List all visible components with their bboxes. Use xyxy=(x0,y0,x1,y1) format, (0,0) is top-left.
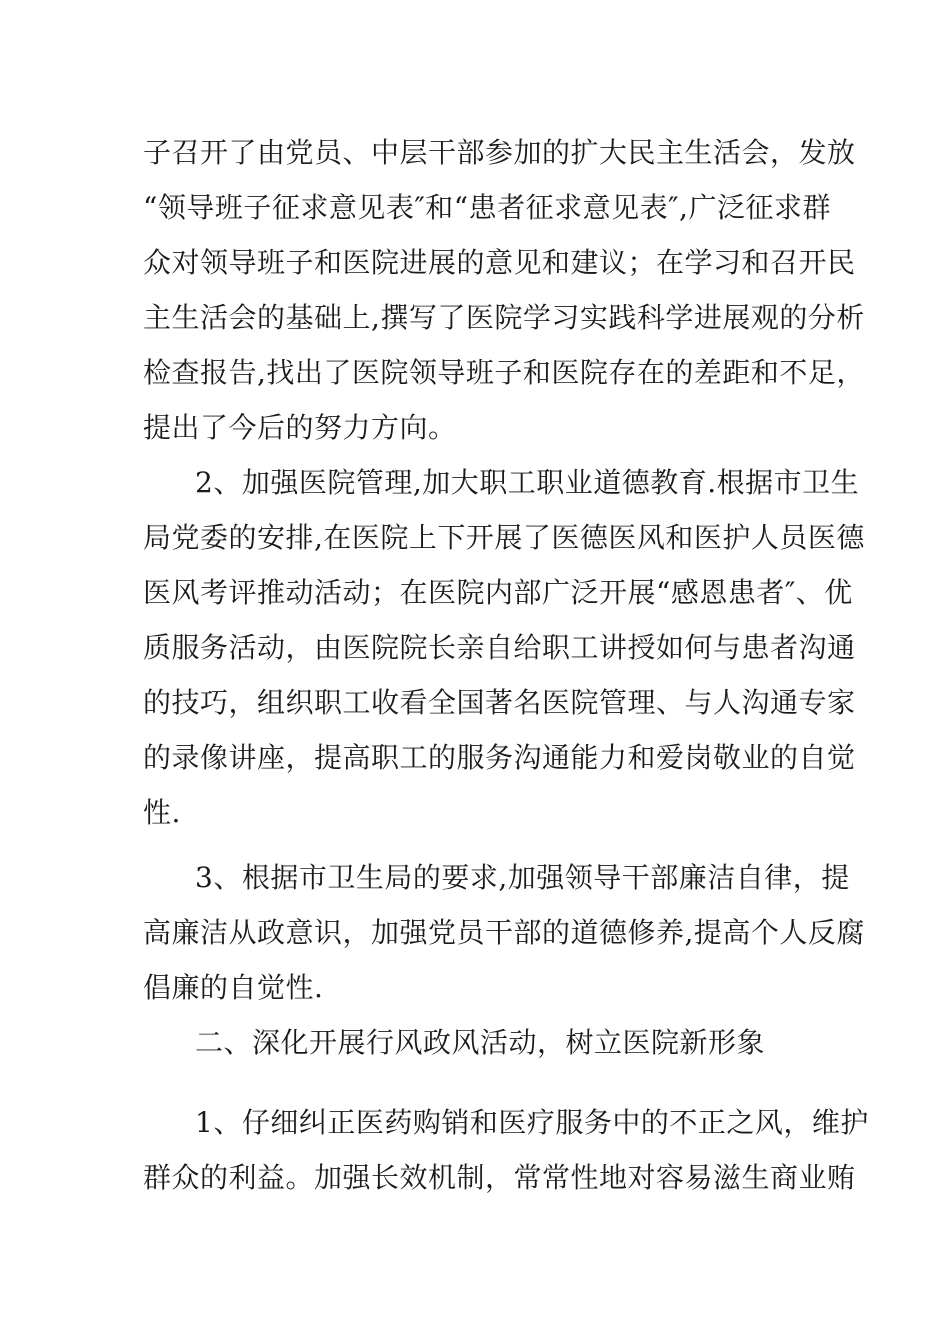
text-line: 的录像讲座，提高职工的服务沟通能力和爱岗敬业的自觉 xyxy=(143,741,856,774)
section-heading: 二、深化开展行风政风活动，树立医院新形象 xyxy=(195,1026,766,1059)
text-line: 倡廉的自觉性. xyxy=(143,971,324,1004)
text-line: 提出了今后的努力方向。 xyxy=(143,411,457,444)
text-line: 众对领导班子和医院进展的意见和建议；在学习和召开民 xyxy=(143,246,856,279)
text-line: 检查报告,找出了医院领导班子和医院存在的差距和不足， xyxy=(143,356,865,389)
paragraph-first-line: 3、根据市卫生局的要求,加强领导干部廉洁自律，提 xyxy=(195,861,850,894)
text-line: 医风考评推动活动；在医院内部广泛开展“感恩患者″、优 xyxy=(143,576,853,609)
text-line: 性. xyxy=(143,796,181,829)
text-line: 群众的利益。加强长效机制，常常性地对容易滋生商业贿 xyxy=(143,1161,856,1194)
text-line: 质服务活动，由医院院长亲自给职工讲授如何与患者沟通 xyxy=(143,631,856,664)
text-line: 子召开了由党员、中层干部参加的扩大民主生活会，发放 xyxy=(143,136,856,169)
text-line: 主生活会的基础上,撰写了医院学习实践科学进展观的分析 xyxy=(143,301,865,334)
paragraph-first-line: 2、加强医院管理,加大职工职业道德教育.根据市卫生 xyxy=(195,466,860,499)
text-line: 高廉洁从政意识，加强党员干部的道德修养,提高个人反腐 xyxy=(143,916,865,949)
paragraph-first-line: 1、仔细纠正医药购销和医疗服务中的不正之风，维护 xyxy=(195,1106,869,1139)
text-line: 的技巧，组织职工收看全国著名医院管理、与人沟通专家 xyxy=(143,686,856,719)
text-line: “领导班子征求意见表″和“患者征求意见表″,广泛征求群 xyxy=(143,191,831,224)
text-line: 局党委的安排,在医院上下开展了医德医风和医护人员医德 xyxy=(143,521,865,554)
